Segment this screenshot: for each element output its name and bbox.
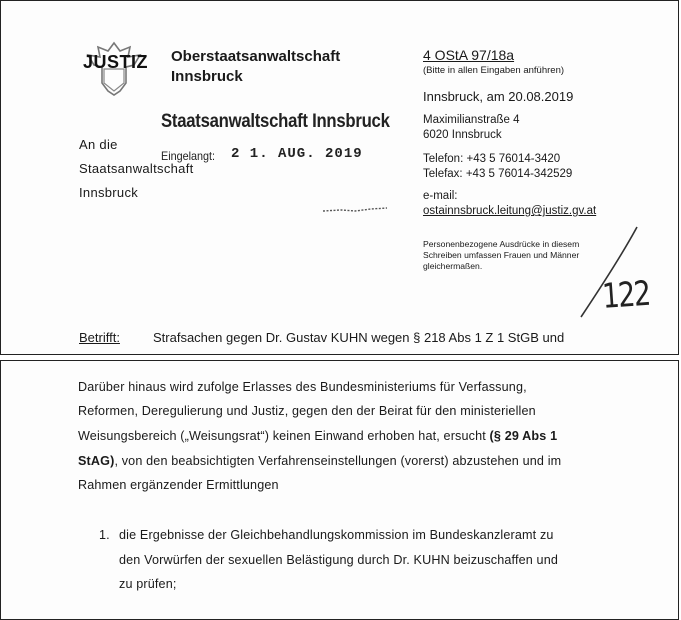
list-item-line-1: die Ergebnisse der Gleichbehandlungskommission im Bundeskanzleramt zu [119, 528, 554, 542]
body-line-5-text: Rahmen ergänzender Ermittlungen [78, 478, 279, 492]
logo-wordmark: JUSTIZ [83, 52, 149, 72]
recipient-line3: Innsbruck [79, 185, 139, 200]
subject-label: Betrifft: [79, 330, 120, 345]
email-label: e-mail: [423, 190, 458, 202]
letter-date: Innsbruck, am 20.08.2019 [423, 89, 574, 104]
reference-number: 4 OStA 97/18a [423, 47, 515, 63]
authority-name: Oberstaatsanwaltschaft [171, 48, 341, 65]
handwritten-number: 122 [601, 273, 651, 317]
list-item-number: 1. [99, 528, 110, 542]
gender-note-line2: Schreiben umfassen Frauen und Männer [423, 250, 580, 260]
body-line-3 [78, 424, 557, 448]
justiz-logo [82, 39, 149, 97]
sender-street: Maximilianstraße 4 [423, 114, 520, 126]
subject-text: Strafsachen gegen Dr. Gustav KUHN wegen § 218 Abs 1 Z 1 StGB und [153, 330, 565, 345]
stamp-signature-line [321, 201, 391, 215]
received-stamp-office: Staatsanwaltschaft Innsbruck [161, 111, 390, 132]
email-address[interactable]: ostainnsbruck.leitung@justiz.gv.at [423, 205, 597, 217]
body-line-5 [78, 473, 279, 497]
letter-body-excerpt [0, 360, 679, 620]
recipient-line1: An die [79, 137, 118, 152]
gender-note-line3: gleichermaßen. [423, 261, 483, 271]
received-stamp-date: 2 1. AUG. 2019 [231, 146, 363, 162]
body-line-3-text: Weisungsbereich („Weisungsrat“) keinen Einwand erhoben hat, ersucht [78, 429, 490, 443]
body-line-3-citation: (§ 29 Abs 1 [489, 429, 558, 443]
body-line-4-text: , von den beabsichtigten Verfahrenseinstellungen (vorerst) abzustehen und im [114, 454, 562, 468]
body-line-1-text: Darüber hinaus wird zufolge Erlasses des Bundesministeriums für Verfassung, [78, 380, 527, 394]
sender-fax: Telefax: +43 5 76014-342529 [423, 168, 573, 180]
list-item-line-2: den Vorwürfen der sexuellen Belästigung durch Dr. KUHN beizuschaffen und [119, 553, 559, 567]
sender-phone: Telefon: +43 5 76014-3420 [423, 153, 561, 165]
list-item-line-3: zu prüfen; [119, 577, 177, 591]
received-stamp-label: Eingelangt: [161, 149, 216, 163]
body-line-2 [78, 399, 536, 423]
recipient-line2: Staatsanwaltschaft [79, 161, 194, 176]
body-line-1 [78, 375, 527, 399]
reference-note: (Bitte in allen Eingaben anführen) [423, 65, 565, 76]
body-line-4 [78, 449, 561, 473]
sender-city: 6020 Innsbruck [423, 129, 502, 141]
body-line-2-text: Reformen, Deregulierung und Justiz, gegen den der Beirat für den ministeriellen [78, 404, 536, 418]
body-line-4-citation: StAG) [78, 454, 115, 468]
authority-city: Innsbruck [171, 68, 243, 85]
gender-note-line1: Personenbezogene Ausdrücke in diesem [423, 239, 580, 249]
